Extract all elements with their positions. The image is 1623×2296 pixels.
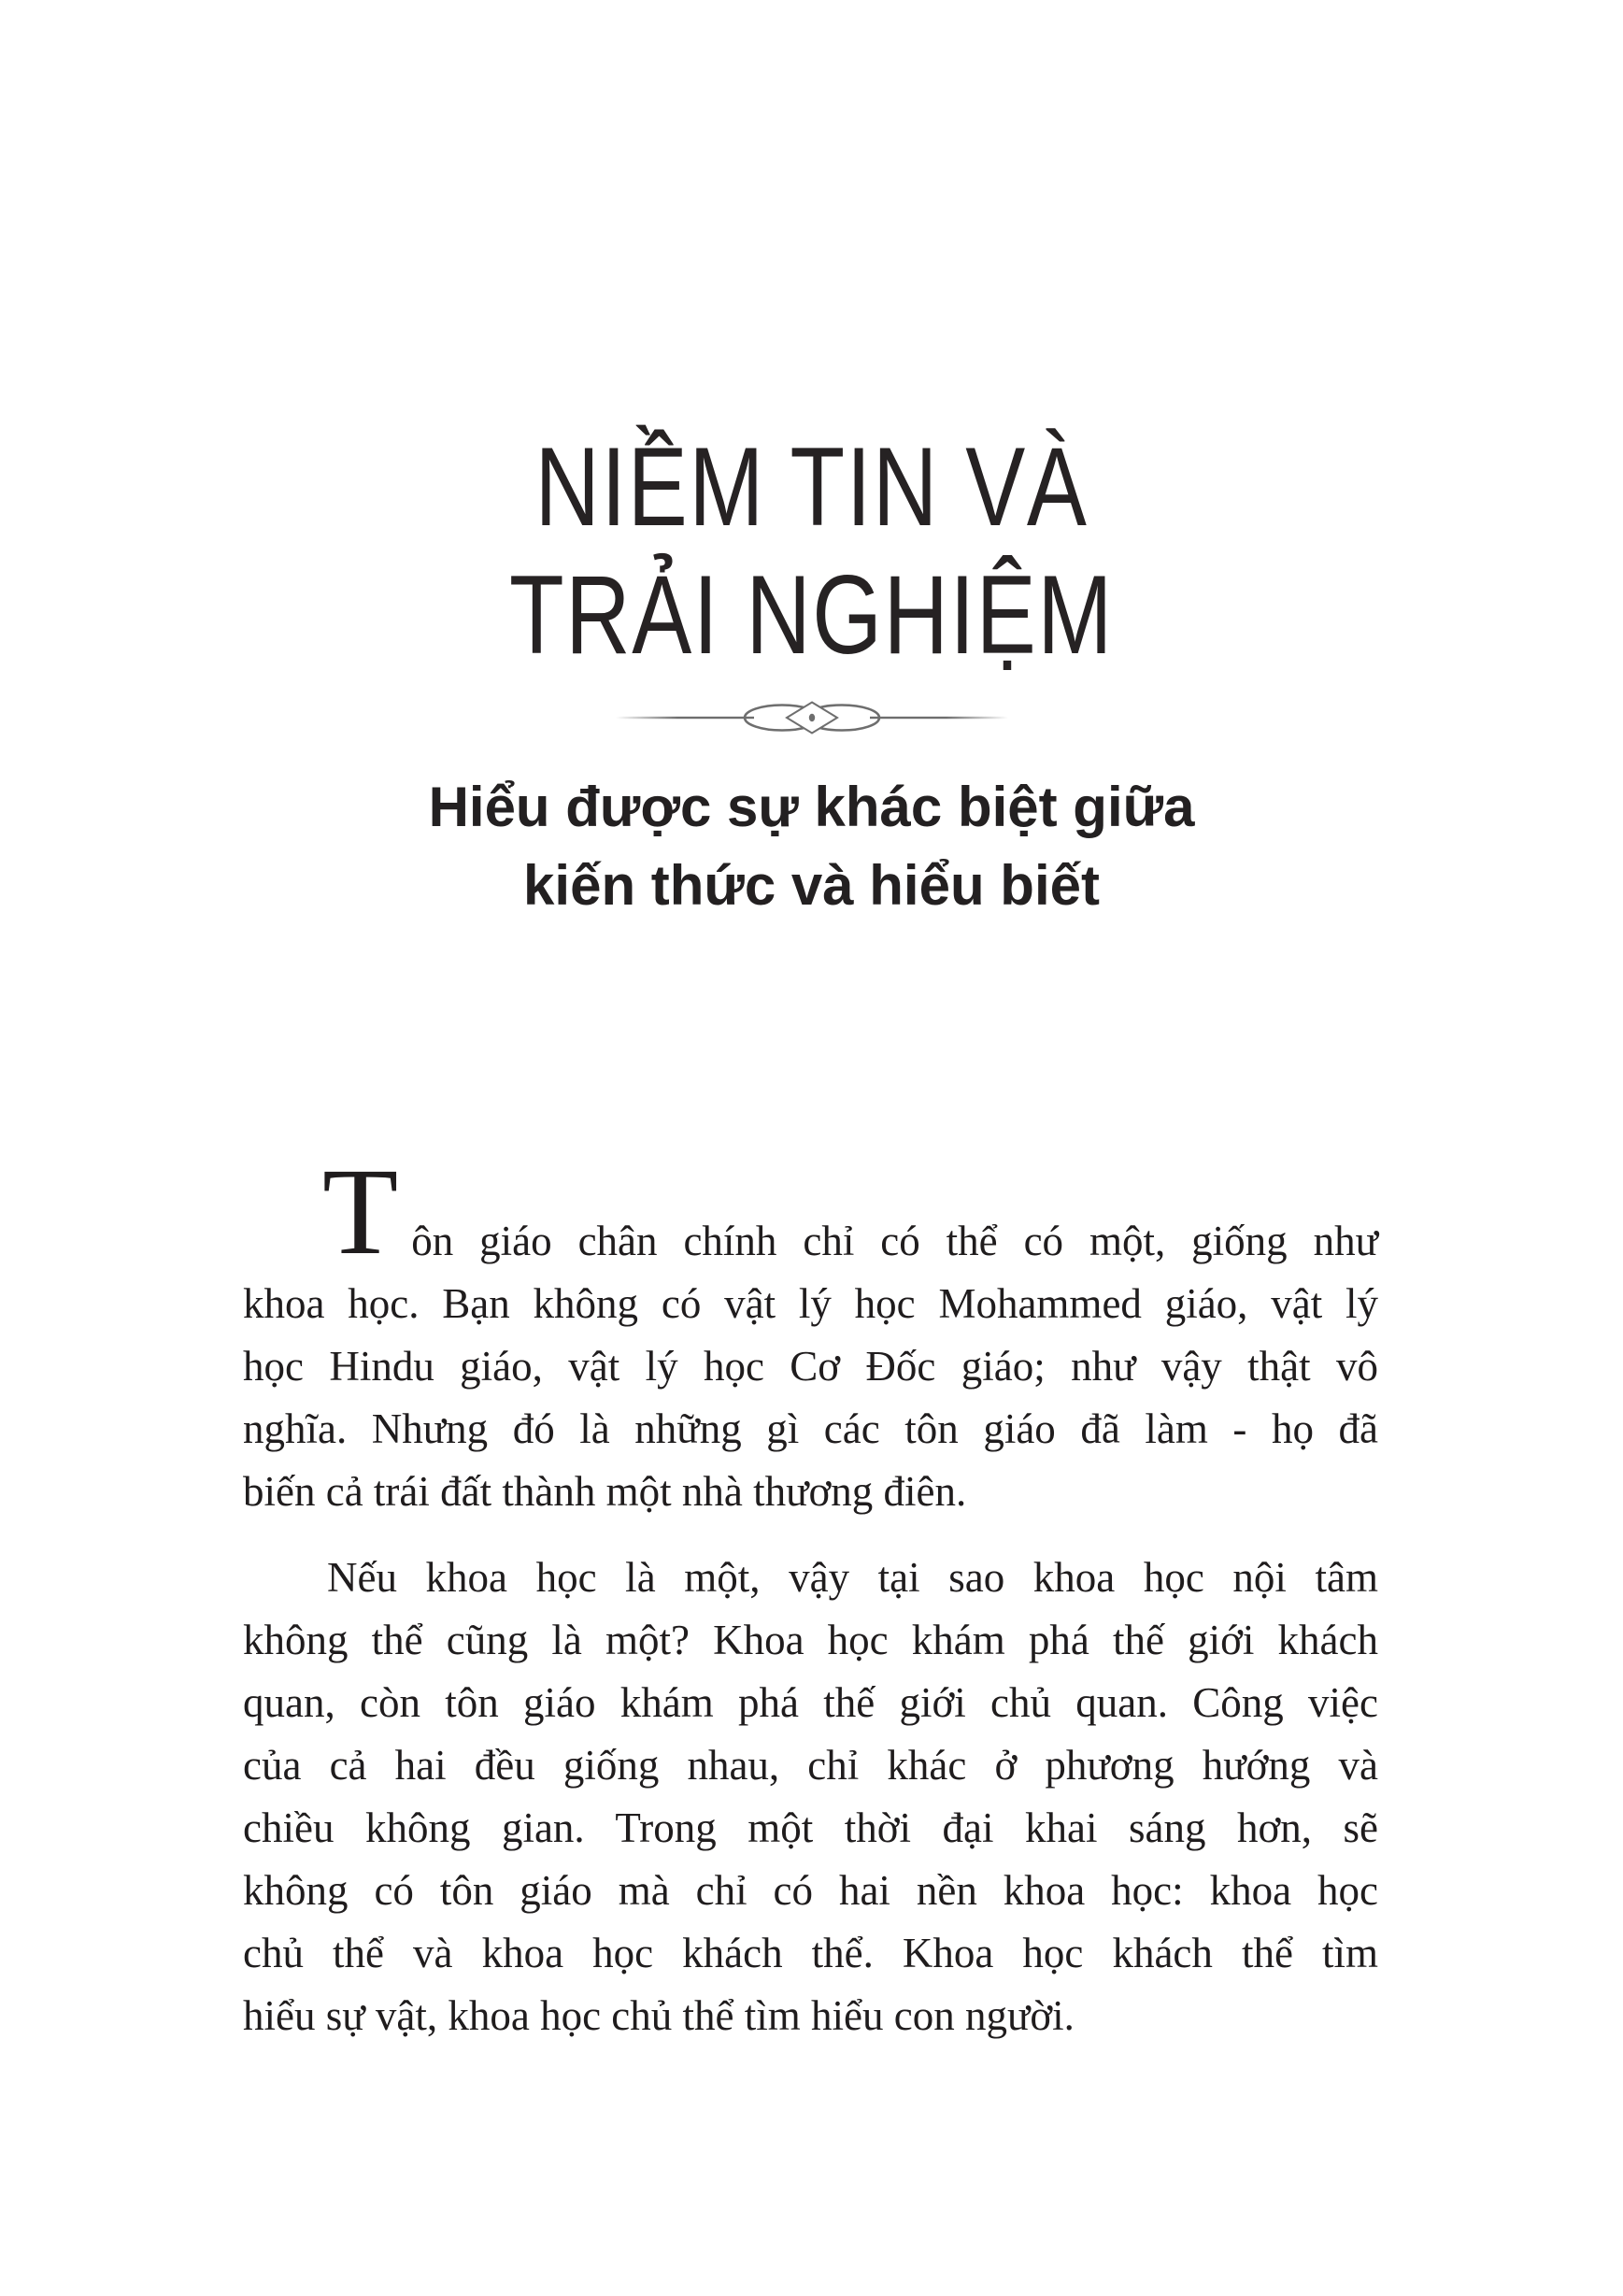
body-line: Nếu khoa học là một, vậy tại sao khoa học nội tâm xyxy=(327,1554,1378,1601)
chapter-subtitle-line1: Hiểu được sự khác biệt giữa xyxy=(428,776,1195,838)
chapter-title xyxy=(163,423,1461,679)
body-text xyxy=(243,1142,1378,2047)
body-line: học Hindu giáo, vật lý học Cơ Đốc giáo; như vậy thật vô xyxy=(243,1343,1378,1390)
body-line: quan, còn tôn giáo khám phá thế giới chủ quan. Công việc xyxy=(243,1679,1378,1726)
ornament-divider xyxy=(616,699,1008,736)
body-line: của cả hai đều giống nhau, chỉ khác ở phương hướng và xyxy=(243,1742,1378,1789)
body-line: không thể cũng là một? Khoa học khám phá thế giới khách xyxy=(243,1617,1378,1663)
chapter-subtitle-line2: kiến thức và hiểu biết xyxy=(523,854,1100,917)
paragraph xyxy=(243,1547,1378,2047)
paragraph xyxy=(243,1142,1378,1523)
body-line: khoa học. Bạn không có vật lý học Mohammed giáo, vật lý xyxy=(243,1280,1378,1327)
body-line: Tôn giáo chân chính chỉ có thể có một, giống như xyxy=(322,1142,1378,1280)
body-line: chủ thể và khoa học khách thể. Khoa học khách thể tìm xyxy=(243,1930,1378,1976)
body-line: không có tôn giáo mà chỉ có hai nền khoa học: khoa học xyxy=(243,1867,1378,1914)
chapter-title-line1: NIỀM TIN VÀ xyxy=(534,424,1089,549)
body-line: hiểu sự vật, khoa học chủ thể tìm hiểu con người. xyxy=(243,1992,1075,2039)
body-line: biến cả trái đất thành một nhà thương điên. xyxy=(243,1468,967,1515)
chapter-title-line2: TRẢI NGHIỆM xyxy=(509,552,1114,677)
chapter-subtitle xyxy=(0,768,1623,925)
infinity-diamond-ornament-icon xyxy=(616,699,1008,736)
drop-cap: T xyxy=(322,1142,399,1280)
body-line: chiều không gian. Trong một thời đại khai sáng hơn, sẽ xyxy=(243,1804,1378,1851)
body-line: nghĩa. Nhưng đó là những gì các tôn giáo đã làm - họ đã xyxy=(243,1405,1378,1452)
